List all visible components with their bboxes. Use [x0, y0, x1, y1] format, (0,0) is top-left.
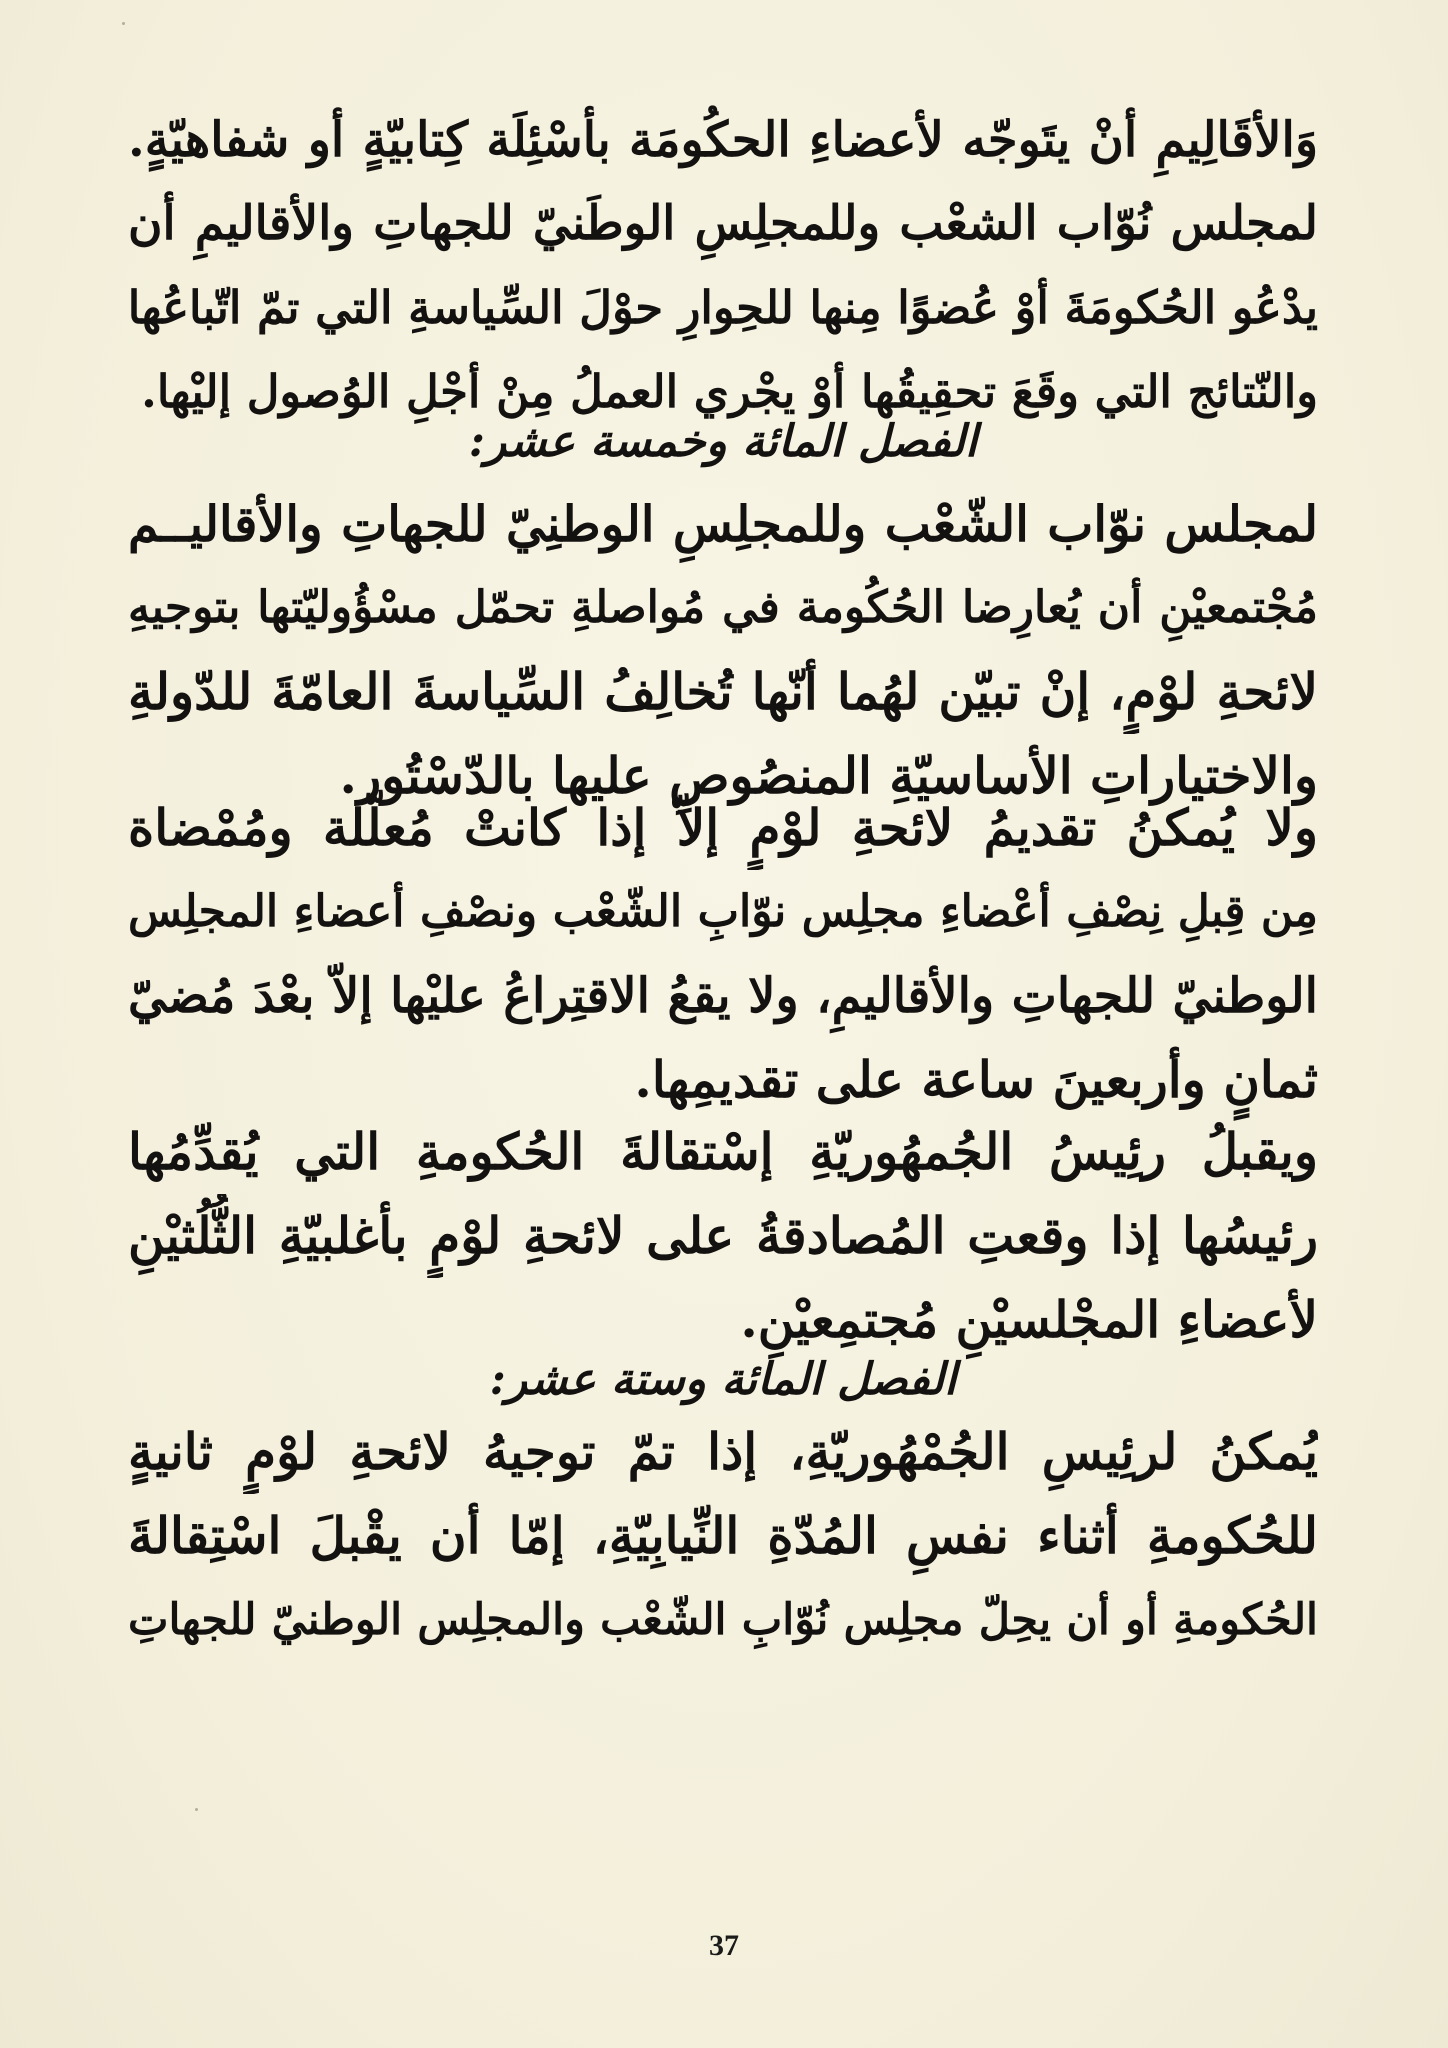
paragraph-censure-conditions: [128, 786, 1318, 1122]
paragraph-continuation: [128, 98, 1318, 434]
text-line: مُجْتمعيْنِ أن يُعارِضا الحُكُومة في مُواصلةِ تحمّل مسْؤُوليّتها بتوجيهِ: [128, 582, 1318, 633]
text-line: وَالأقَالِيمِ أنْ يتَوجّه لأعضاءِ الحكُومَة بأسْئِلَة كِتابيّةٍ أو شفاهيّةٍ.: [128, 112, 1318, 168]
text-line: الحُكومةِ أو أن يحِلّ مجلِس نُوّابِ الشّعْب والمجلِس الوطنيّ للجهاتِ: [128, 1595, 1318, 1645]
text-line: لأعضاءِ المجْلسيْنِ مُجتمِعيْنِ.: [740, 1290, 1318, 1349]
paper-speck: [122, 22, 125, 25]
section-heading-115: الفصل المائة وخمسة عشر:: [468, 416, 978, 467]
text-line: لمجلس نوّاب الشّعْب وللمجلِسِ الوطنِيّ للجهاتِ والأقاليــم: [128, 495, 1318, 553]
text-line: يُمكنُ لرئِيسِ الجُمْهُوريّةِ، إذا تمّ توجيهُ لائحةِ لوْمٍ ثانيةٍ: [128, 1422, 1318, 1481]
text-line: للحُكومةِ أثناء نفسِ المُدّةِ النِّيابِيّةِ، إمّا أن يقْبلَ اسْتِقالةَ: [128, 1506, 1318, 1565]
section-heading-116: الفصل المائة وستة عشر:: [489, 1354, 957, 1405]
text-line: يدْعُو الحُكومَةَ أوْ عُضوًا مِنها للحِوارِ حوْلَ السِّياسةِ التي تمّ اتّباعُها: [128, 281, 1318, 334]
paper-speck: [195, 1808, 198, 1811]
text-line: والنّتائج التي وقَعَ تحقِيقُها أوْ يجْري العملُ مِنْ أجْلِ الوُصول إليْها.: [141, 365, 1318, 418]
text-line: ثمانٍ وأربعينَ ساعة على تقديمِها.: [634, 1050, 1318, 1109]
page-number: 37: [709, 1929, 739, 1962]
text-line: الوطنيّ للجهاتِ والأقاليمِ، ولا يقعُ الاقتِراعُ عليْها إلاّ بعْدَ مُضيّ: [128, 968, 1318, 1024]
text-line: لائحةِ لوْمٍ، إنْ تبيّن لهُما أنّها تُخالِفُ السِّياسةَ العامّةَ للدّولةِ: [128, 662, 1318, 721]
text-line: رئيسُها إذا وقعتِ المُصادقةُ على لائحةِ لوْمٍ بأغلبيّةِ الثُّلُثيْنِ: [128, 1206, 1318, 1265]
text-line: مِن قِبلِ نِصْفِ أعْضاءِ مجلِس نوّابِ الشّعْب ونصْفِ أعضاءِ المجلِس: [128, 886, 1318, 937]
paragraph-article-116: [128, 1410, 1318, 1662]
text-line: والاختياراتِ الأساسيّةِ المنصُوصِ عليها بالدّسْتُور.: [339, 746, 1318, 805]
paragraph-article-115: [128, 482, 1318, 818]
text-line: ويقبلُ رئِيسُ الجُمهُوريّةِ إسْتقالةَ الحُكومةِ التي يُقدِّمُها: [128, 1122, 1318, 1181]
text-line: ولا يُمكنُ تقديمُ لائحةِ لوْمٍ إلاّ إذا كانتْ مُعلّلة ومُمْضاة: [128, 798, 1318, 857]
paragraph-resignation: [128, 1110, 1318, 1362]
text-line: لمجلس نُوّاب الشعْب وللمجلِسِ الوطَنيّ للجهاتِ والأقاليمِ أن: [128, 196, 1318, 251]
